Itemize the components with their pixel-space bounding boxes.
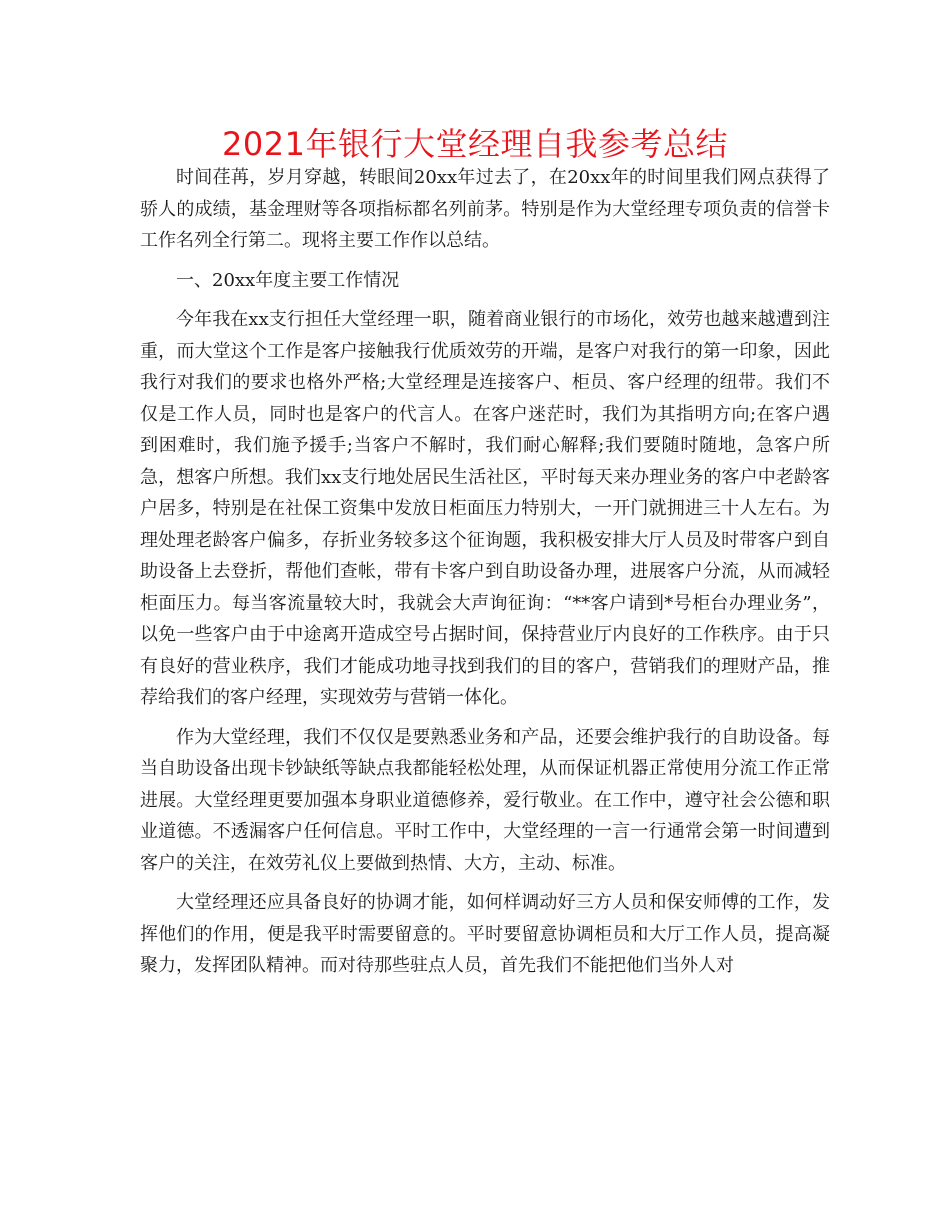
document-body	[140, 162, 830, 990]
section-heading: 一、20xx年度主要工作情况	[176, 269, 400, 291]
paragraph-main-work: 今年我在xx支行担任大堂经理一职，随着商业银行的市场化，效劳也越来越遭到注重，而大堂这个工作是客户接触我行优质效劳的开端，是客户对我行的第一印象，因此我行对我们的要求也格外严格;大堂经理是连接客户、柜员、客户经理的纽带。我们不仅是工作人员，同时也是客户的代言人。在客户迷茫时，我们为其指明方向;在客户遇到困难时，我们施予援手;当客户不解时，我们耐心解释;我们要随时随地，急客户所急，想客户所想。我们xx支行地处居民生活社区，平时每天来办理业务的客户中老龄客户居多，特别是在社保工资集中发放日柜面压力特别大，一开门就拥进三十人左右。为理处理老龄客户偏多，存折业务较多这个征询题，我积极安排大厅人员及时带客户到自助设备上去登折，帮他们查帐，带有卡客户到自助设备办理，进展客户分流，从而减轻柜面压力。每当客流量较大时，我就会大声询征询：“**客户请到*号柜台办理业务”，以免一些客户由于中途离开造成空号占据时间，保持营业厅内良好的工作秩序。由于只有良好的营业秩序，我们才能成功地寻找到我们的目的客户，营销我们的理财产品，推荐给我们的客户经理，实现效劳与营销一体化。	[140, 309, 830, 708]
paragraph-self-service: 作为大堂经理，我们不仅仅是要熟悉业务和产品，还要会维护我行的自助设备。每当自助设备出现卡钞缺纸等缺点我都能轻松处理，从而保证机器正常使用分流工作正常进展。大堂经理更要加强本身职业道德修养，爱行敬业。在工作中，遵守社会公德和职业道德。不透漏客户任何信息。平时工作中，大堂经理的一言一行通常会第一时间遭到客户的关注，在效劳礼仪上要做到热情、大方，主动、标准。	[140, 726, 830, 874]
page-title: 2021年银行大堂经理自我参考总结	[222, 125, 728, 163]
paragraph-intro: 时间荏苒，岁月穿越，转眼间20xx年过去了，在20xx年的时间里我们网点获得了骄人的成绩，基金理财等各项指标都名列前茅。特别是作为大堂经理专项负责的信誉卡工作名列全行第二。现将主要工作作以总结。	[140, 167, 830, 251]
paragraph-coordination: 大堂经理还应具备良好的协调才能，如何样调动好三方人员和保安师傅的工作，发挥他们的作用，便是我平时需要留意的。平时要留意协调柜员和大厅工作人员，提高凝聚力，发挥团队精神。而对待那些驻点人员，首先我们不能把他们当外人对	[140, 892, 830, 976]
